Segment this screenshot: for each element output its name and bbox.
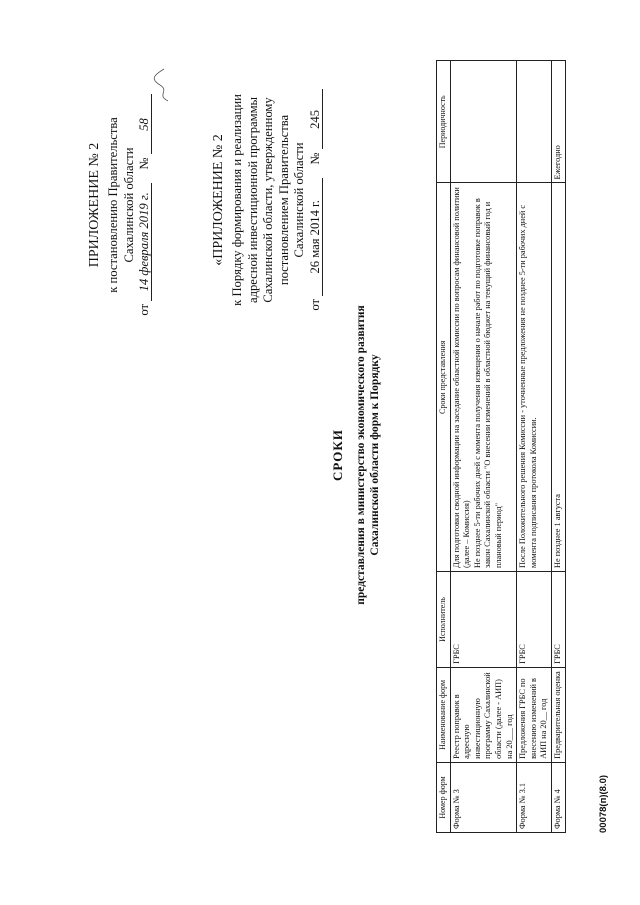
heading-title: СРОКИ [330,429,345,481]
header-form-name: Наименование форм [437,667,451,762]
appendix-original-line: адресной инвестиционной программы [245,96,260,304]
appendix-current-line1: к постановлению Правительства [106,117,120,293]
cell-form-number: Форма № 3 [450,762,517,832]
number-value: 58 [138,94,152,154]
header-periodicity: Периодичность [437,61,451,183]
header-form-number: Номер форм [437,762,451,832]
deadline-paragraph: Не позднее 5-ти рабочих дней с момента получения извещения о начале работ по подготовке поправок в закон Сахалинской области "О внесении изменений в областной бюджет на текущий финансовый год и плановый период" [472,198,503,569]
number-prefix: № [137,157,151,170]
cell-form-name: Предварительная оценка [551,667,565,762]
document-heading [330,205,382,705]
number-value: 245 [309,89,323,149]
cell-form-name: Реестр поправок в адресную инвестиционную программу Сахалинской области (далее - АИП) на 20___ год [450,667,517,762]
table-row [551,61,565,833]
appendix-original-title: «ПРИЛОЖЕНИЕ № 2 [211,134,226,266]
cell-executor: ГРБС [551,572,565,668]
cell-deadline: Не позднее 1 августа [551,183,565,572]
cell-periodicity [450,61,517,183]
table-row [517,61,552,833]
deadline-paragraph: Для подготовки сводной информации на заседание областной комиссии по вопросам финансовой политики (далее – Комиссия) [451,187,472,569]
table-header-row [437,61,451,833]
appendix-current-line2: Сахалинской области [121,147,136,263]
footer-code: 00078(п)(8.0) [598,774,609,833]
appendix-current-title: ПРИЛОЖЕНИЕ № 2 [87,142,102,268]
cell-periodicity: Ежегодно [551,61,565,183]
number-prefix: № [307,152,322,165]
cell-executor: ГРБС [450,572,517,668]
cell-deadline: После Положительного решения Комиссии - уточненные предложения не позднее 5-ти рабочих дней с момента подписания протокола Комиссии. [517,183,552,572]
deadlines-table [436,60,566,833]
date-prefix: от [137,303,151,316]
header-deadline: Сроки представления [437,183,451,572]
appendix-original-line: Сахалинской области [292,142,306,258]
appendix-original-line: к Порядку формирования и реализации [230,94,244,306]
appendix-current-block [86,85,153,325]
cell-deadline [450,183,517,572]
cell-form-number: Форма № 3.1 [517,762,552,832]
heading-subtitle-line2: Сахалинской области форм к Порядку [369,354,381,556]
cell-form-name: Предложения ГРБС по внесению изменений в АИП на 20__ год [517,667,552,762]
appendix-original-block [210,55,323,345]
header-executor: Исполнитель [437,572,451,668]
cell-form-number: Форма № 4 [551,762,565,832]
appendix-original-line: Сахалинской области, утвержденному [261,97,275,303]
cell-periodicity [517,61,552,183]
appendix-original-line: постановлением Правительства [276,114,291,286]
date-value: 26 мая 2014 г. [309,178,323,296]
appendix-current-date-row [137,85,153,325]
table-row [450,61,517,833]
signature-mark [150,65,174,105]
date-prefix: от [307,298,322,311]
cell-executor: ГРБС [517,572,552,668]
appendix-original-date-row [308,55,324,345]
date-value: 14 февраля 2019 г. [138,183,152,301]
heading-subtitle-line1: представления в министерство экономического развития [355,305,367,605]
